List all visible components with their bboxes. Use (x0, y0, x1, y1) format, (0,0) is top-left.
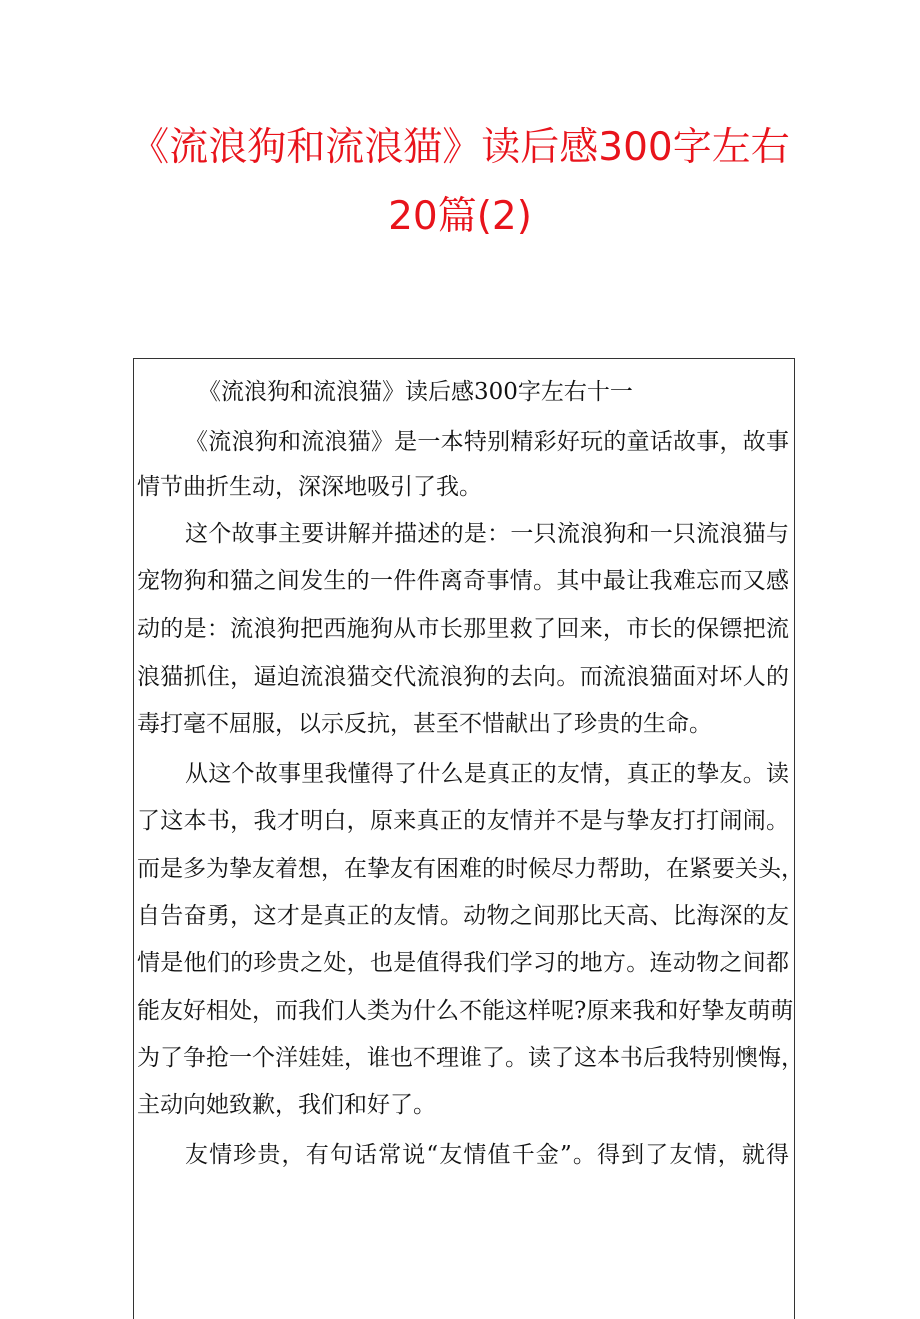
text-line: 友情珍贵，有句话常说“友情值千金”。得到了友情，就得 (185, 1142, 789, 1168)
text-line: 宠物狗和猫之间发生的一件件离奇事情。其中最让我难忘而又感 (137, 568, 789, 594)
text-line: 这个故事主要讲解并描述的是：一只流浪狗和一只流浪猫与 (185, 521, 789, 547)
essay-heading: 《流浪狗和流浪猫》读后感300字左右十一 (198, 379, 633, 405)
text-line: 从这个故事里我懂得了什么是真正的友情，真正的挚友。读 (185, 761, 789, 787)
text-line: 了这本书，我才明白，原来真正的友情并不是与挚友打打闹闹。 (137, 808, 789, 834)
text-line: 毒打毫不屈服，以示反抗，甚至不惜献出了珍贵的生命。 (137, 711, 712, 737)
text-line: 为了争抢一个洋娃娃，谁也不理谁了。读了这本书后我特别懊悔， (137, 1045, 804, 1071)
text-line: 浪猫抓住，逼迫流浪猫交代流浪狗的去向。而流浪猫面对坏人的 (137, 664, 789, 690)
document-title-line-1: 《流浪狗和流浪猫》读后感300字左右 (130, 125, 790, 170)
text-line: 而是多为挚友着想，在挚友有困难的时候尽力帮助，在紧要关头， (137, 856, 804, 882)
text-line: 自告奋勇，这才是真正的友情。动物之间那比天高、比海深的友 (137, 903, 789, 929)
content-frame (133, 358, 804, 1319)
text-line: 情是他们的珍贵之处，也是值得我们学习的地方。连动物之间都 (137, 950, 789, 976)
text-line: 情节曲折生动，深深地吸引了我。 (137, 474, 482, 500)
text-line: 《流浪狗和流浪猫》是一本特别精彩好玩的童话故事，故事 (185, 429, 789, 455)
text-line: 动的是：流浪狗把西施狗从市长那里救了回来，市长的保镖把流 (137, 616, 789, 642)
text-line: 主动向她致歉，我们和好了。 (137, 1092, 436, 1118)
text-line: 能友好相处，而我们人类为什么不能这样呢?原来我和好挚友萌萌 (137, 998, 794, 1024)
document-title-line-2: 20篇(2) (388, 194, 532, 239)
